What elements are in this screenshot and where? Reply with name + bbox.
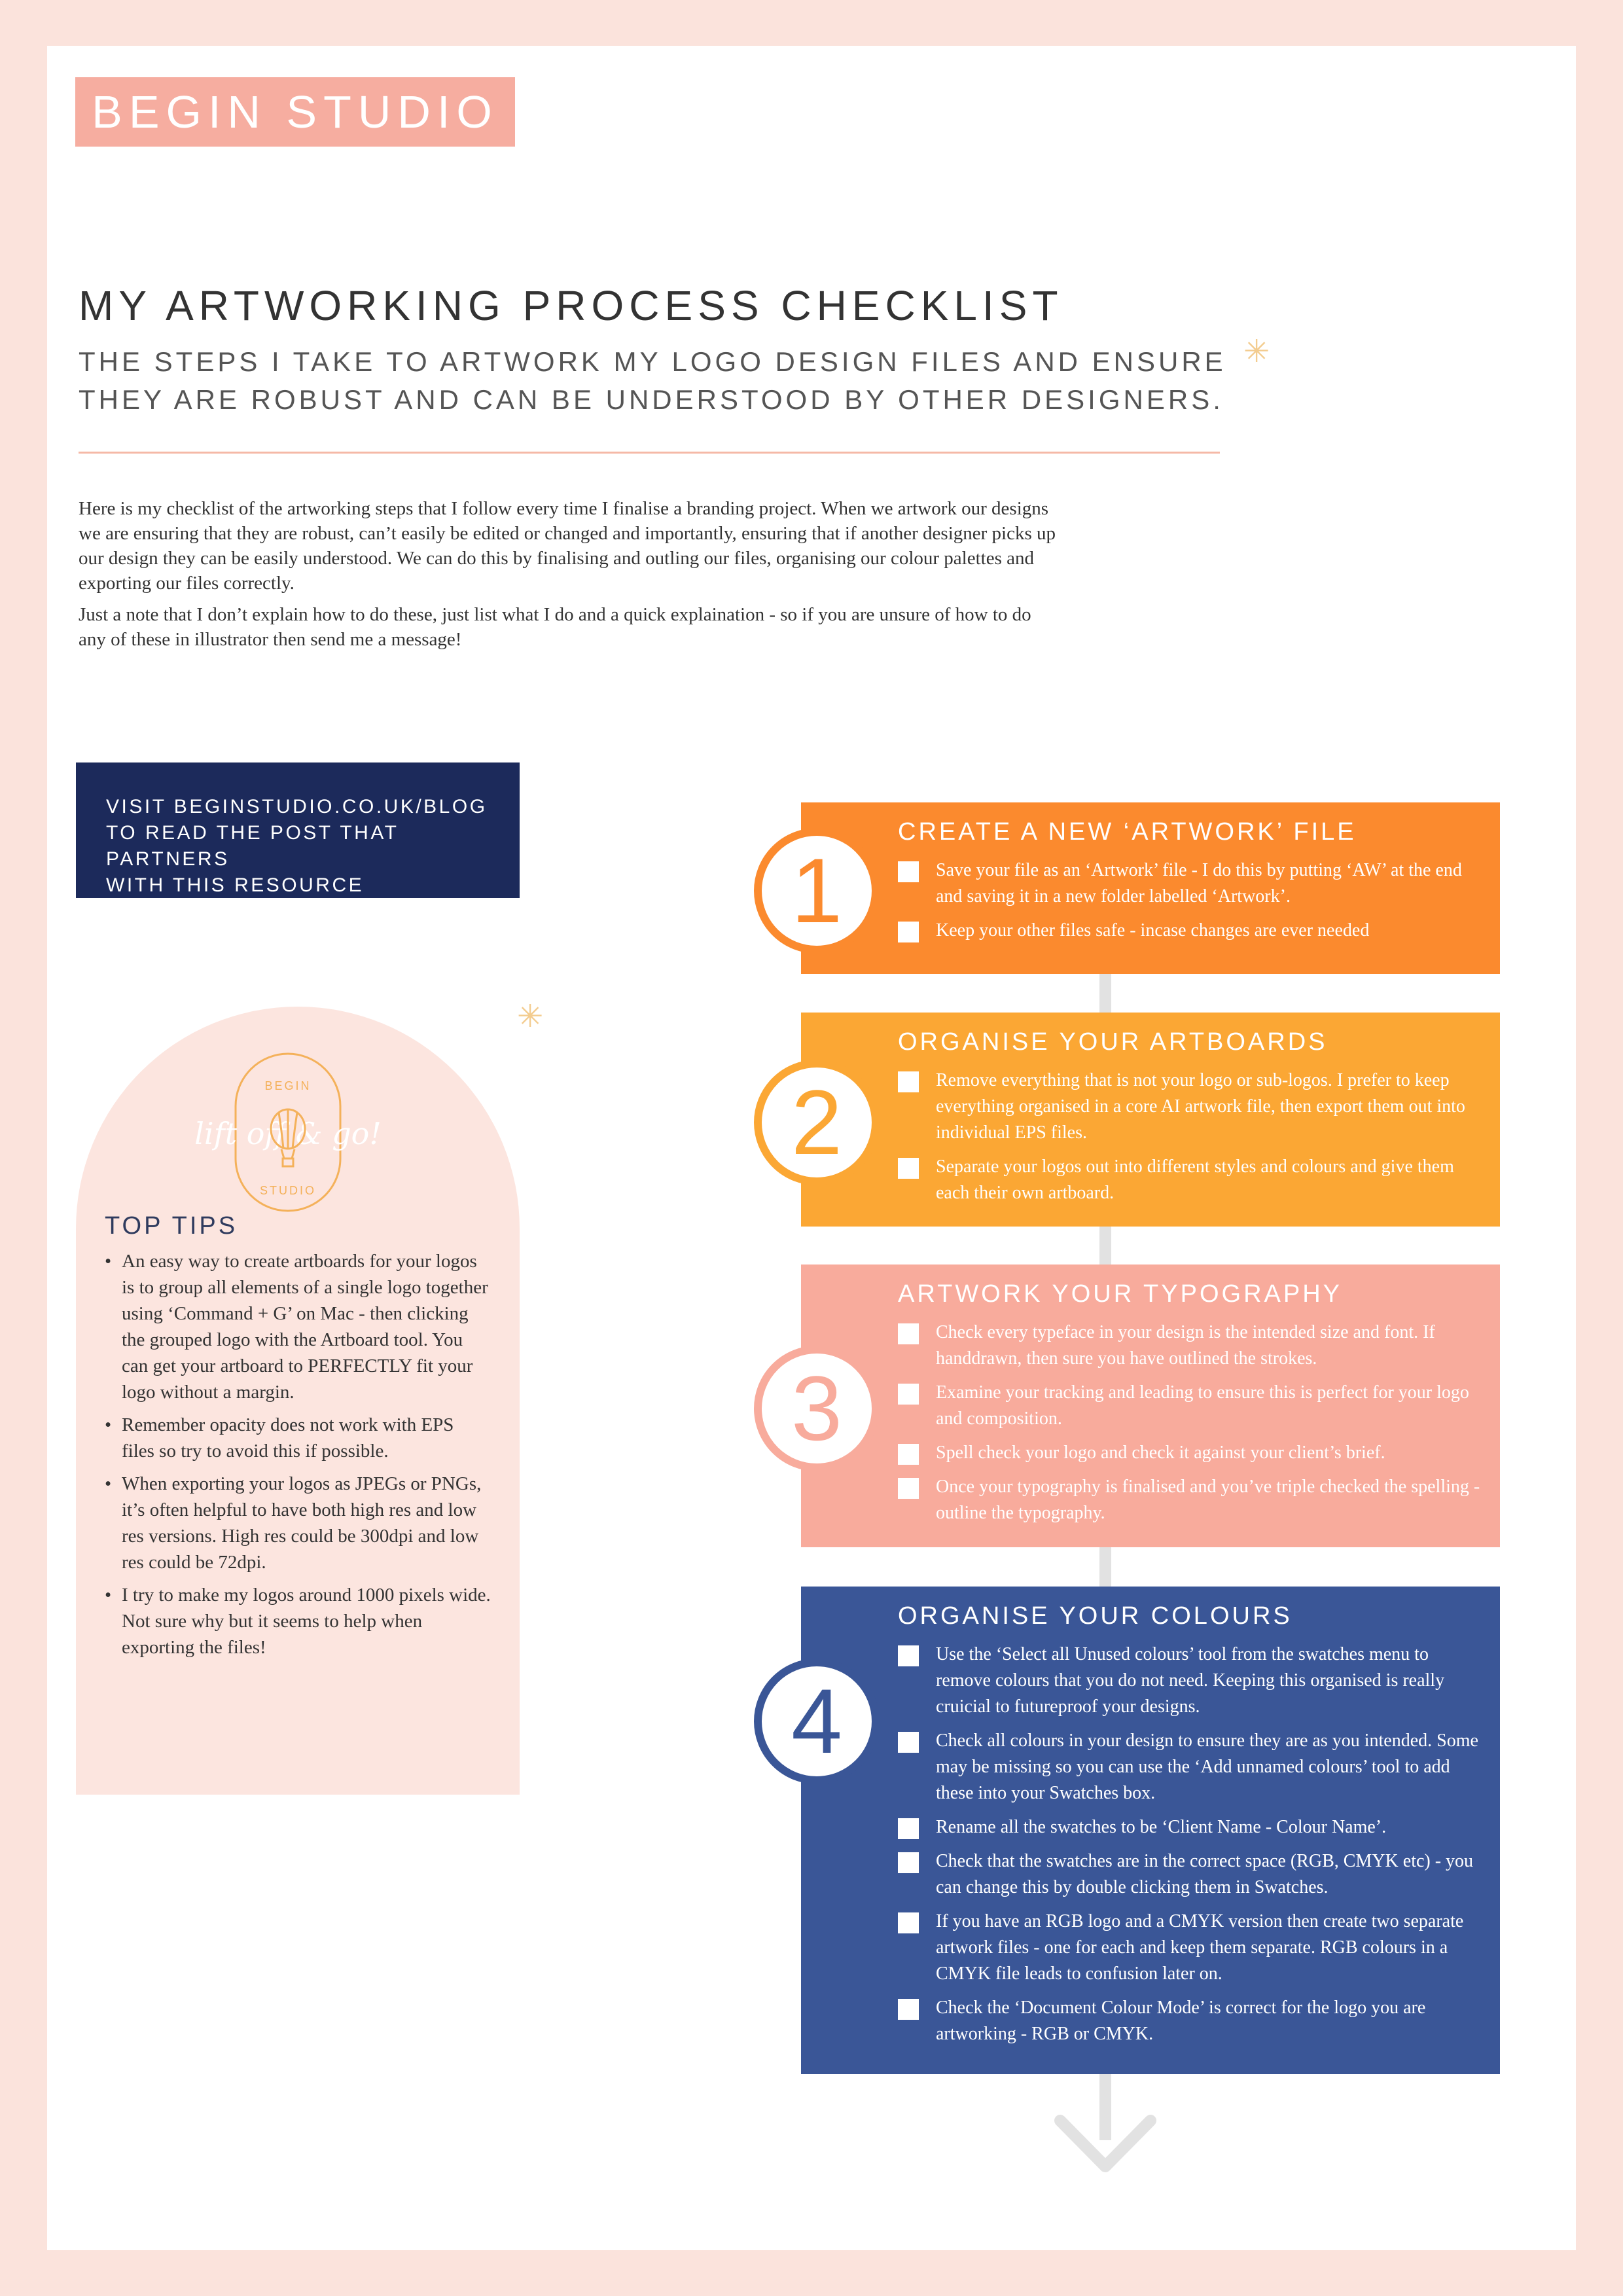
checklist-item [898,918,1480,944]
divider [79,452,1220,454]
checkbox[interactable] [898,1158,919,1179]
intro-paragraph: Here is my checklist of the artworking steps that I follow every time I finalise a branding project. When we artwork our designs we are ensuring that they are robust, can’t easily be edited or changed and importantly, ensuring that if another designer picks up our design they can be easily understood. We can do this by finalising and outling our files, organising our colour palettes and exporting our files correctly. [79,498,1056,594]
checklist-item-text: If you have an RGB logo and a CMYK version then create two separate artwork files - one for each and keep them separate. RGB colours in a CMYK file leads to confusion later on. [936,1911,1464,1984]
checklist-item-text: Save your file as an ‘Artwork’ file - I do this by putting ‘AW’ at the end and saving it in a new folder labelled ‘Artwork’. [936,860,1462,906]
checklist-item [898,1440,1480,1466]
checklist-item-text: Keep your other files safe - incase changes are ever needed [936,920,1370,941]
visit-line: VISIT BEGINSTUDIO.CO.UK/BLOG [106,796,488,817]
step-1-number: 1 [754,828,880,954]
brand-logo: BEGIN STUDIO [75,77,515,147]
visit-line: WITH THIS RESOURCE [106,874,365,896]
checklist-item [898,1728,1480,1806]
step-3-number: 3 [754,1346,880,1471]
checklist-item [898,1848,1480,1901]
step-2-title: ORGANISE YOUR ARTBOARDS [898,1028,1328,1056]
checkbox[interactable] [898,1444,919,1465]
tip-item: • Remember opacity does not work with EPS files so try to avoid this if possible. [105,1412,491,1464]
checklist-item-text: Use the ‘Select all Unused colours’ tool from the swatches menu to remove colours that you do not need. Keeping this organised is really cruicial to futureproof your designs. [936,1644,1445,1717]
tip-item: • An easy way to create artboards for your logos is to group all elements of a single logo together using ‘Command + G’ on Mac - then clicking the grouped logo with the Artboard tool. You can get your artboard to PERFECTLY fit your logo without a margin. [105,1248,491,1405]
intro-text [79,496,1060,658]
sparkle-icon: ✳ [517,999,544,1034]
intro-paragraph: Just a note that I don’t explain how to do these, just list what I do and a quick explaination - so if you are unsure of how to do any of these in illustrator then send me a message! [79,604,1031,650]
checklist-item [898,1474,1480,1526]
top-tips-title: TOP TIPS [105,1212,238,1240]
checklist-item [898,1380,1480,1432]
checkbox[interactable] [898,1071,919,1092]
step-3-checklist [898,1319,1480,1534]
checklist-item-text: Check that the swatches are in the correct space (RGB, CMYK etc) - you can change this by double clicking them in Swatches. [936,1851,1474,1897]
checklist-item [898,1067,1480,1146]
checkbox[interactable] [898,1384,919,1405]
checklist-item [898,1909,1480,1987]
step-1 [754,802,1500,974]
checkbox[interactable] [898,922,919,942]
step-4 [754,1587,1500,2074]
tip-item: • When exporting your logos as JPEGs or PNGs, it’s often helpful to have both high res and low res versions. High res could be 300dpi and low res could be 72dpi. [105,1471,491,1575]
checklist-item-text: Check all colours in your design to ensure they are as you intended. Some may be missing so you can use the ‘Add unnamed colours’ tool to add these into your Swatches box. [936,1731,1478,1803]
checkbox[interactable] [898,1645,919,1666]
step-2-number: 2 [754,1060,880,1185]
checklist-item [898,1995,1480,2047]
checkbox[interactable] [898,1818,919,1839]
begin-studio-badge [177,1021,399,1244]
checklist-item-text: Separate your logos out into different styles and colours and give them each their own artboard. [936,1157,1454,1203]
checklist-item-text: Remove everything that is not your logo or sub-logos. I prefer to keep everything organised in a core AI artwork file, then export them out into individual EPS files. [936,1070,1465,1143]
checklist-item-text: Spell check your logo and check it against your client’s brief. [936,1443,1385,1463]
visit-line: TO READ THE POST THAT PARTNERS [106,822,399,870]
checkbox[interactable] [898,1732,919,1753]
checklist-item [898,1814,1480,1840]
step-4-number: 4 [754,1659,880,1784]
badge-script-text: lift off & go! [194,1116,382,1151]
checklist-item [898,1154,1480,1206]
checklist-item [898,857,1480,910]
step-4-checklist [898,1641,1480,2055]
checkbox[interactable] [898,1478,919,1499]
step-4-title: ORGANISE YOUR COLOURS [898,1602,1293,1630]
checklist-item-text: Rename all the swatches to be ‘Client Name - Colour Name’. [936,1817,1387,1837]
checklist-item-text: Examine your tracking and leading to ensure this is perfect for your logo and composition. [936,1382,1469,1429]
checklist-item-text: Check every typeface in your design is the intended size and font. If handdrawn, then sure you have outlined the strokes. [936,1322,1435,1369]
visit-blog-box[interactable] [76,762,520,898]
step-3-title: ARTWORK YOUR TYPOGRAPHY [898,1280,1342,1308]
step-2 [754,1013,1500,1227]
page-title: MY ARTWORKING PROCESS CHECKLIST [79,282,1063,329]
checklist-item [898,1319,1480,1372]
checklist-item-text: Once your typography is finalised and you’ve triple checked the spelling - outline the typography. [936,1477,1480,1523]
step-1-checklist [898,857,1480,952]
checkbox[interactable] [898,861,919,882]
step-3 [754,1265,1500,1547]
tip-item: • I try to make my logos around 1000 pixels wide. Not sure why but it seems to help when exporting the files! [105,1582,491,1660]
checklist-item [898,1641,1480,1720]
badge-bottom-text: STUDIO [259,1184,317,1197]
page-subtitle: THE STEPS I TAKE TO ARTWORK MY LOGO DESIGN FILES AND ENSURE THEY ARE ROBUST AND CAN BE UNDERSTOOD BY OTHER DESIGNERS. [79,346,1226,415]
checkbox[interactable] [898,1912,919,1933]
top-tips-list [105,1248,491,1667]
step-1-title: CREATE A NEW ‘ARTWORK’ FILE [898,818,1357,846]
checkbox[interactable] [898,1852,919,1873]
checkbox[interactable] [898,1323,919,1344]
checklist-item-text: Check the ‘Document Colour Mode’ is correct for the logo you are artworking - RGB or CMYK. [936,1998,1426,2044]
checkbox[interactable] [898,1999,919,2020]
step-2-checklist [898,1067,1480,1214]
badge-top-text: BEGIN [264,1079,312,1092]
arrow-down-icon [1054,2094,1158,2179]
sparkle-icon: ✳ [1243,334,1270,369]
